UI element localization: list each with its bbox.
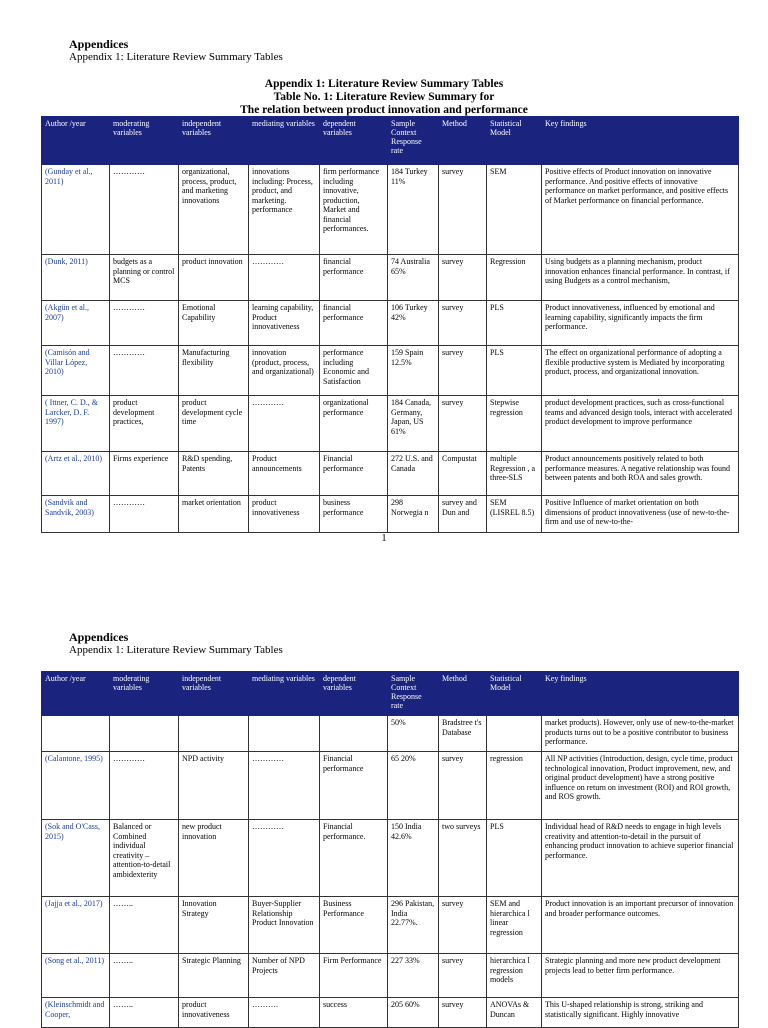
table-cell: product innovativeness xyxy=(179,998,249,1028)
table-cell: 106 Turkey 42% xyxy=(388,301,439,346)
table-cell: Individual head of R&D needs to engage in high levels creativity and attention-to-detail in the pursuit of enhancing product innovation to achieve superior financial performance. xyxy=(542,820,739,897)
literature-table-page-1 xyxy=(41,116,739,533)
table-row xyxy=(42,452,739,496)
table-cell: ………… xyxy=(249,752,320,820)
table-cell: Financial performance. xyxy=(320,820,388,897)
table-cell: performance including Economic and Satisfaction xyxy=(320,346,388,396)
table-cell: survey xyxy=(439,396,487,452)
table-cell: Manufacturing flexibility xyxy=(179,346,249,396)
table-cell: ………… xyxy=(110,165,179,255)
table-cell: NPD activity xyxy=(179,752,249,820)
table-cell: survey and Dun and xyxy=(439,496,487,533)
table-cell: learning capability, Product innovativeness xyxy=(249,301,320,346)
table-cell: ………… xyxy=(110,496,179,533)
table-cell: 50% xyxy=(388,716,439,752)
table-cell: 150 India 42.6% xyxy=(388,820,439,897)
author-cell: (Calantone, 1995) xyxy=(42,752,110,820)
appendices-subtitle: Appendix 1: Literature Review Summary Tables xyxy=(69,644,283,656)
table-cell: organizational, process, product, and marketing innovations xyxy=(179,165,249,255)
table-cell: product innovation xyxy=(179,255,249,301)
column-header: Author /year xyxy=(42,672,110,716)
table-cell: Regression xyxy=(487,255,542,301)
appendices-subtitle: Appendix 1: Literature Review Summary Tables xyxy=(69,51,283,63)
table-cell: Business Performance xyxy=(320,897,388,954)
table-header-row xyxy=(42,117,739,165)
author-cell: (Sok and O'Cass, 2015) xyxy=(42,820,110,897)
table-cell: budgets as a planning or control MCS xyxy=(110,255,179,301)
author-cell: (Camisón and Villar López, 2010) xyxy=(42,346,110,396)
table-cell: Bradstree t's Database xyxy=(439,716,487,752)
column-header: Key findings xyxy=(542,672,739,716)
table-cell xyxy=(487,716,542,752)
table-cell: new product innovation xyxy=(179,820,249,897)
table-cell: survey xyxy=(439,301,487,346)
table-cell: survey xyxy=(439,752,487,820)
page-number: 1 xyxy=(381,533,387,544)
table-cell: All NP activities (Introduction, design, cycle time, product technological innovation, Product improvement, new, and original product development) have a strong positive influence on return on investment (ROI) and ROI growth, and ROS growth. xyxy=(542,752,739,820)
column-header: Author /year xyxy=(42,117,110,165)
author-cell: (Song et al., 2011) xyxy=(42,954,110,998)
table-cell: 298 Norwegia n xyxy=(388,496,439,533)
table-cell: SEM xyxy=(487,165,542,255)
table-cell: The effect on organizational performance of adopting a flexible productive system is Mediated by incorporating product, process, and organizational innovation. xyxy=(542,346,739,396)
column-header: Sample Context Response rate xyxy=(388,672,439,716)
table-cell: PLS xyxy=(487,346,542,396)
table-heading-line-2: Table No. 1: Literature Review Summary for xyxy=(273,91,495,103)
table-cell xyxy=(320,716,388,752)
table-cell: organizational performance xyxy=(320,396,388,452)
table-heading-line-3: The relation between product innovation and performance xyxy=(240,104,528,116)
column-header: Statistical Model xyxy=(487,117,542,165)
table-cell: Emotional Capability xyxy=(179,301,249,346)
table-cell xyxy=(179,716,249,752)
author-cell: (Gunday et al., 2011) xyxy=(42,165,110,255)
table-cell: ………… xyxy=(249,820,320,897)
column-header: dependent variables xyxy=(320,117,388,165)
author-cell: (Dunk, 2011) xyxy=(42,255,110,301)
table-row xyxy=(42,954,739,998)
column-header: dependent variables xyxy=(320,672,388,716)
table-cell: 74 Australia 65% xyxy=(388,255,439,301)
column-header: moderating variables xyxy=(110,117,179,165)
table-cell: business performance xyxy=(320,496,388,533)
table-row xyxy=(42,496,739,533)
table-header-row xyxy=(42,672,739,716)
table-cell: Using budgets as a planning mechanism, product innovation enhances financial performance. In contrast, if using Budgets as a control mechanism, xyxy=(542,255,739,301)
table-cell: market products). However, only use of new-to-the-market products turns out to be a positive contributor to business performance. xyxy=(542,716,739,752)
table-cell: survey xyxy=(439,954,487,998)
table-cell: 227 33% xyxy=(388,954,439,998)
table-row xyxy=(42,396,739,452)
table-cell: ………… xyxy=(110,346,179,396)
column-header: Method xyxy=(439,672,487,716)
table-cell: Number of NPD Projects xyxy=(249,954,320,998)
author-cell: (Artz et al., 2010) xyxy=(42,452,110,496)
table-cell: 184 Canada, Germany, Japan, US 61% xyxy=(388,396,439,452)
table-cell: Positive effects of Product innovation on innovative performance. And positive effects of innovative performance on market performance, and positive effects of Market performance on financial performance. xyxy=(542,165,739,255)
table-row xyxy=(42,998,739,1028)
table-cell: product development practices, such as cross-functional teams and advanced design tools, interact with accelerated product development to improve performance xyxy=(542,396,739,452)
table-cell: PLS xyxy=(487,820,542,897)
table-cell: survey xyxy=(439,165,487,255)
column-header: moderating variables xyxy=(110,672,179,716)
table-cell: survey xyxy=(439,897,487,954)
table-cell: SEM (LISREL 8.5) xyxy=(487,496,542,533)
table-cell: ………… xyxy=(249,255,320,301)
column-header: independent variables xyxy=(179,672,249,716)
author-cell: ( Ittner, C. D., & Larcker, D. F. 1997) xyxy=(42,396,110,452)
column-header: mediating variables xyxy=(249,117,320,165)
table-cell: …….. xyxy=(110,998,179,1028)
table-cell: regression xyxy=(487,752,542,820)
table-cell xyxy=(249,716,320,752)
column-header: independent variables xyxy=(179,117,249,165)
appendices-title: Appendices xyxy=(69,37,129,51)
table-row xyxy=(42,255,739,301)
table-cell: Firms experience xyxy=(110,452,179,496)
table-cell: innovations including: Process, product, and marketing. performance xyxy=(249,165,320,255)
column-header: Key findings xyxy=(542,117,739,165)
table-cell: Product announcements xyxy=(249,452,320,496)
table-row xyxy=(42,752,739,820)
table-heading-line-1: Appendix 1: Literature Review Summary Tables xyxy=(264,78,504,90)
table-cell: firm performance including innovative, production, Market and financial performances. xyxy=(320,165,388,255)
table-cell: 272 U.S. and Canada xyxy=(388,452,439,496)
literature-table-page-2 xyxy=(41,671,739,1028)
table-cell: market orientation xyxy=(179,496,249,533)
table-cell: survey xyxy=(439,998,487,1028)
table-cell: Compustat xyxy=(439,452,487,496)
table-cell: financial performance xyxy=(320,255,388,301)
table-cell: 159 Spain 12.5% xyxy=(388,346,439,396)
table-cell: 65 20% xyxy=(388,752,439,820)
table-cell: …….. xyxy=(110,897,179,954)
table-cell: Positive Influence of market orientation on both dimensions of product innovativeness (use of new-to-the-firm and use of new-to-the- xyxy=(542,496,739,533)
author-cell: (Akgün et al., 2007) xyxy=(42,301,110,346)
table-row xyxy=(42,897,739,954)
table-cell: product innovativeness xyxy=(249,496,320,533)
table-cell: R&D spending, Patents xyxy=(179,452,249,496)
table-cell: Balanced or Combined individual creativity – attention-to-detail ambidexterity xyxy=(110,820,179,897)
table-cell: SEM and hierarchica l linear regression xyxy=(487,897,542,954)
author-cell: (Sandvik and Sandvik, 2003) xyxy=(42,496,110,533)
table-row xyxy=(42,301,739,346)
table-cell: survey xyxy=(439,255,487,301)
table-cell: Firm Performance xyxy=(320,954,388,998)
table-cell: Product innovation is an important precursor of innovation and broader performance outcomes. xyxy=(542,897,739,954)
table-cell: hierarchica l regression models xyxy=(487,954,542,998)
table-row xyxy=(42,165,739,255)
table-cell: two surveys xyxy=(439,820,487,897)
table-cell: ………… xyxy=(110,752,179,820)
table-cell: Financial performance xyxy=(320,752,388,820)
table-row xyxy=(42,346,739,396)
column-header: Sample Context Response rate xyxy=(388,117,439,165)
appendices-title: Appendices xyxy=(69,630,129,644)
table-cell: product development practices, xyxy=(110,396,179,452)
table-cell: Strategic planning and more new product development projects lead to better firm performance. xyxy=(542,954,739,998)
author-cell: (Kleinschmidt and Cooper, xyxy=(42,998,110,1028)
table-cell: Product innovativeness, influenced by emotional and learning capability, significantly impacts the firm performance. xyxy=(542,301,739,346)
table-cell: 296 Pakistan, India 22.77%. xyxy=(388,897,439,954)
document-page-2 xyxy=(0,555,768,1024)
table-row xyxy=(42,716,739,752)
column-header: Method xyxy=(439,117,487,165)
table-cell: This U-shaped relationship is strong, striking and statistically significant. Highly innovative xyxy=(542,998,739,1028)
table-cell: multiple Regression , a three-SLS xyxy=(487,452,542,496)
table-cell: success xyxy=(320,998,388,1028)
table-cell: ………. xyxy=(249,998,320,1028)
column-header: mediating variables xyxy=(249,672,320,716)
table-cell: ………… xyxy=(110,301,179,346)
table-cell: financial performance xyxy=(320,301,388,346)
table-cell: Innovation Strategy xyxy=(179,897,249,954)
table-cell: product development cycle time xyxy=(179,396,249,452)
table-cell: ………… xyxy=(249,396,320,452)
table-cell: Strategic Planning xyxy=(179,954,249,998)
column-header: Statistical Model xyxy=(487,672,542,716)
table-cell: Stepwise regression xyxy=(487,396,542,452)
author-cell: (Jajja et al., 2017) xyxy=(42,897,110,954)
table-cell: PLS xyxy=(487,301,542,346)
table-cell xyxy=(110,716,179,752)
table-cell: Buyer-Supplier Relationship Product Innovation xyxy=(249,897,320,954)
table-row xyxy=(42,820,739,897)
table-cell: ANOVAs & Duncan xyxy=(487,998,542,1028)
table-cell: Product announcements positively related to both performance measures. A negative relationship was found between patents and both ROA and sales growth. xyxy=(542,452,739,496)
table-cell: survey xyxy=(439,346,487,396)
table-cell: …….. xyxy=(110,954,179,998)
table-cell: innovation (product, process, and organizational) xyxy=(249,346,320,396)
author-cell xyxy=(42,716,110,752)
table-cell: 184 Turkey 11% xyxy=(388,165,439,255)
table-cell: 205 60% xyxy=(388,998,439,1028)
table-cell: Financial performance xyxy=(320,452,388,496)
